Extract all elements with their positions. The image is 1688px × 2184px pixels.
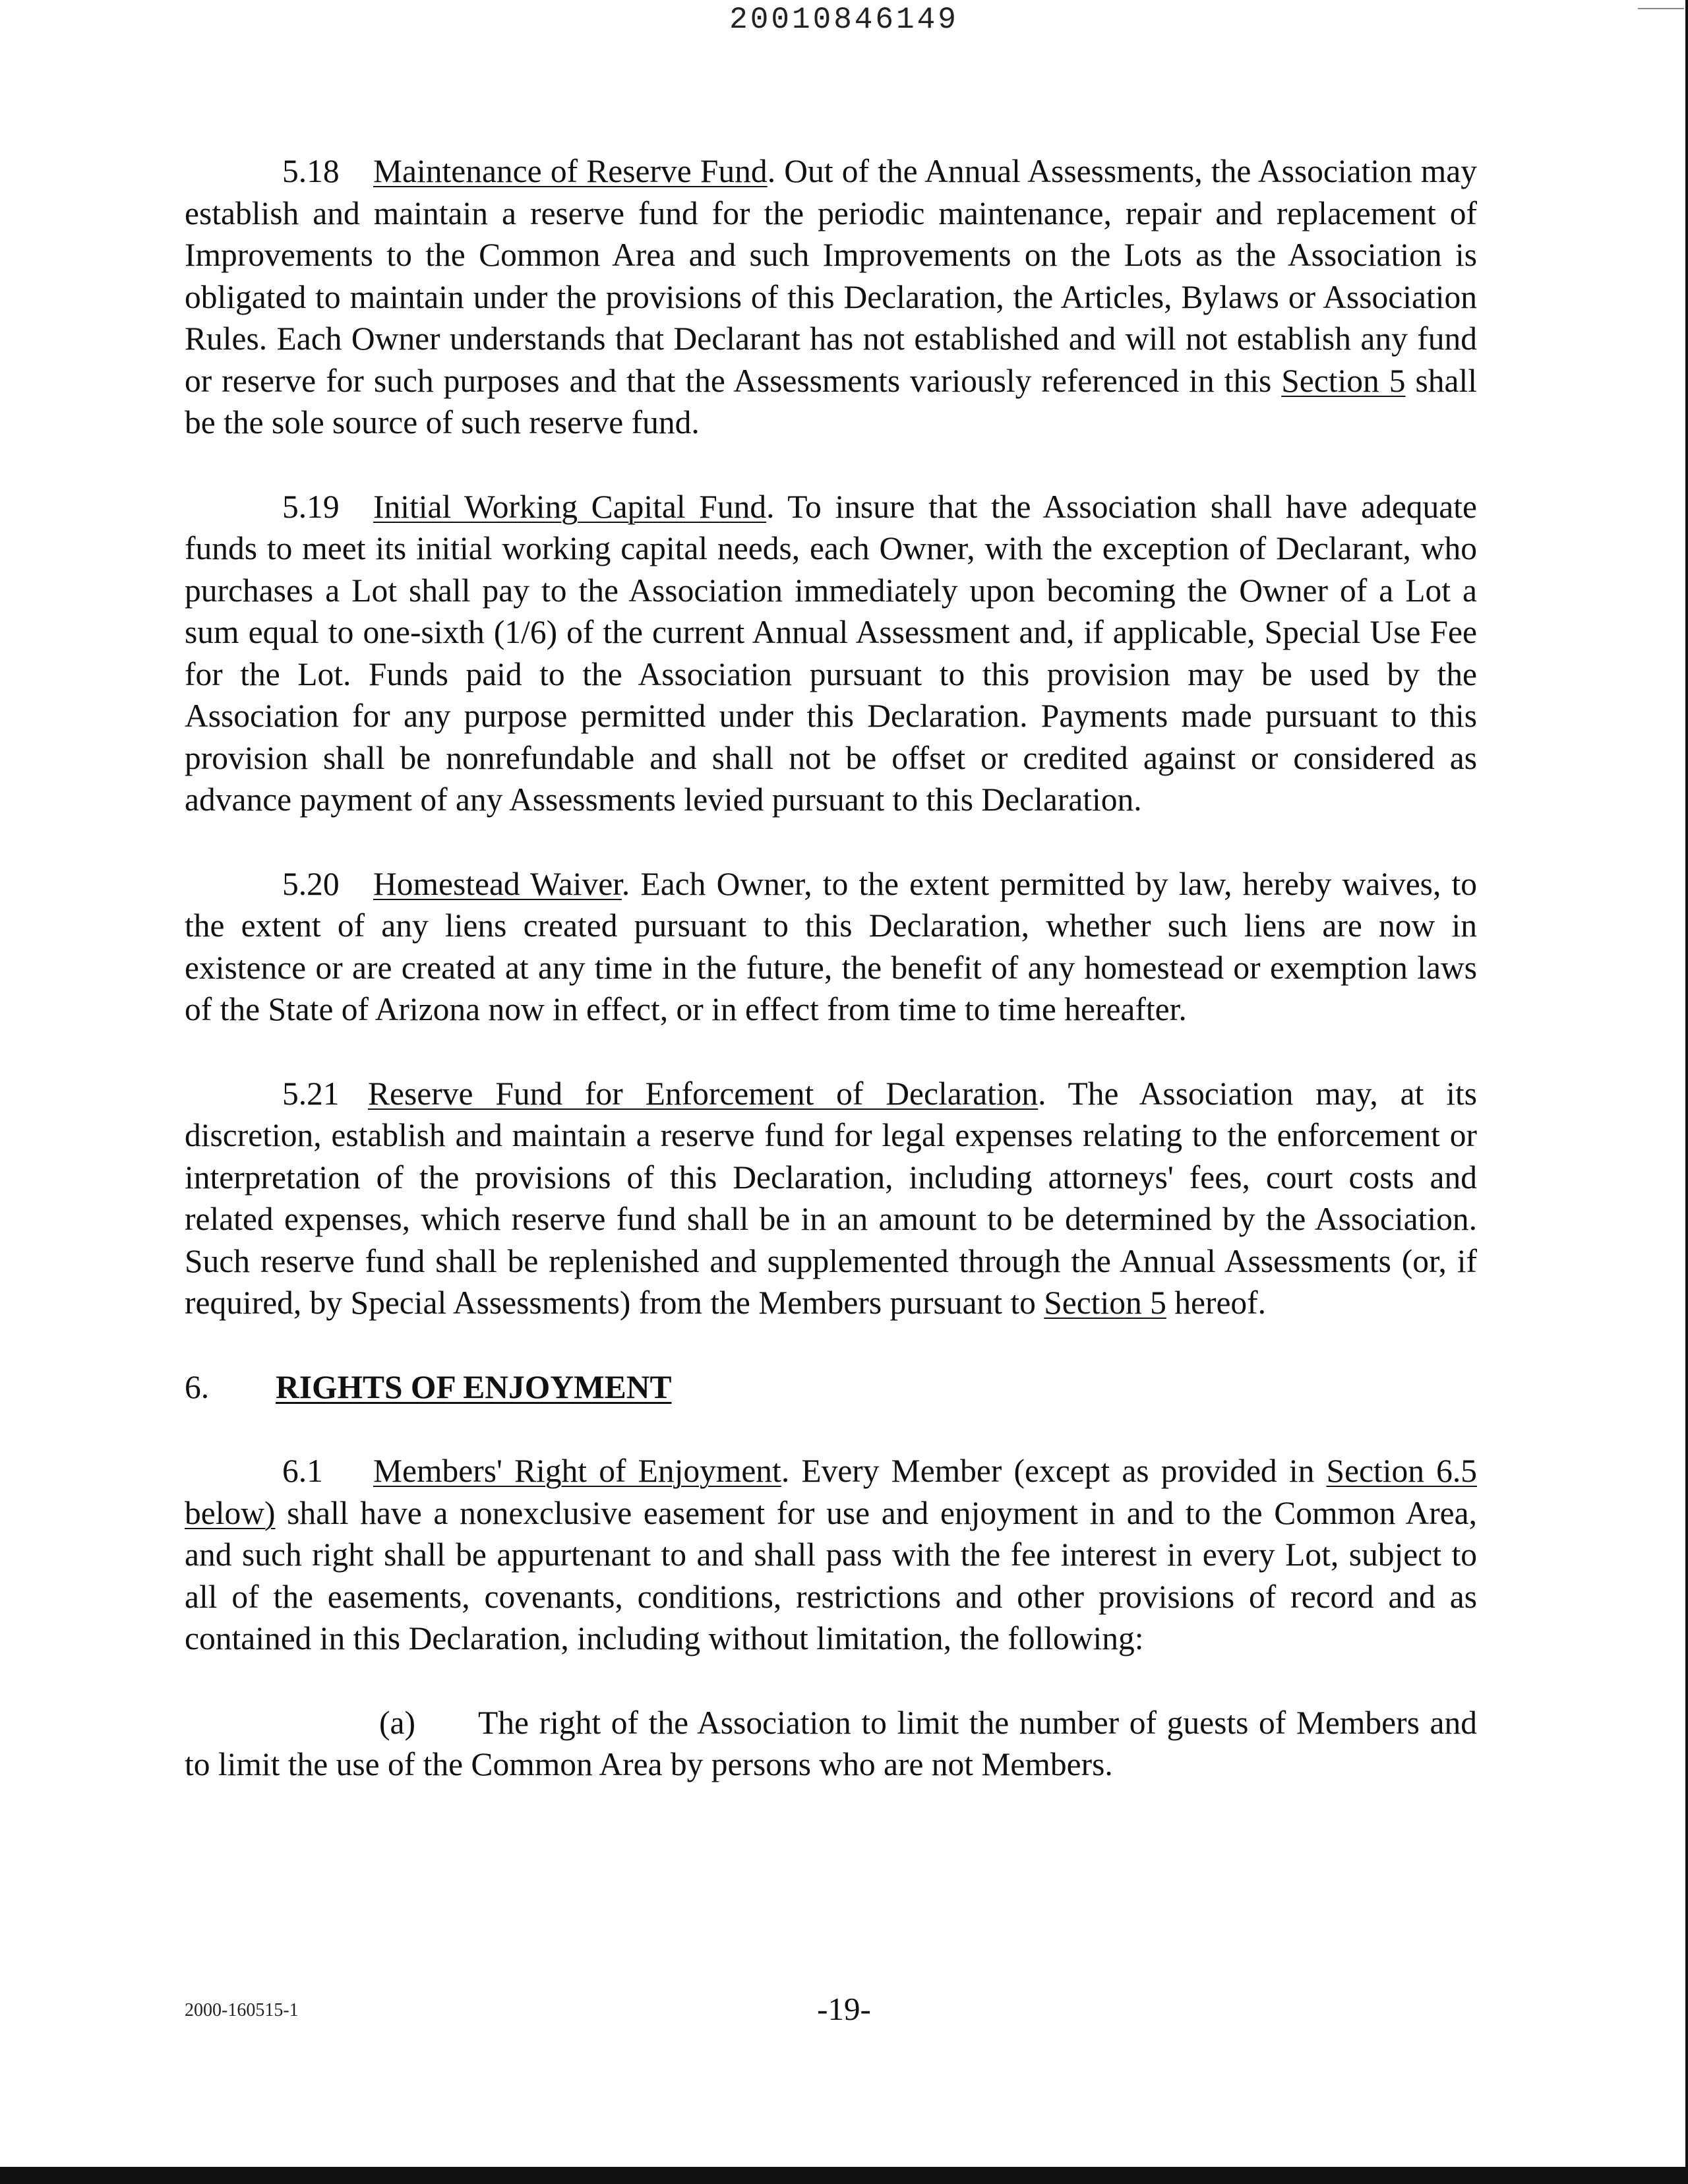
document-body bbox=[185, 150, 1477, 1786]
section-number: 5.21 bbox=[282, 1075, 340, 1112]
section-text: hereof. bbox=[1166, 1285, 1267, 1321]
section-6-heading bbox=[185, 1366, 1477, 1409]
footer-page-number: -19- bbox=[817, 1991, 871, 2027]
section-title: Initial Working Capital Fund bbox=[373, 488, 767, 525]
section-title: Members' Right of Enjoyment bbox=[373, 1453, 781, 1489]
subsection-text: The right of the Association to limit the number of guests of Members and to limit the use of the Common Area by persons who are not Members. bbox=[185, 1704, 1477, 1782]
section-text: . Out of the Annual Assessments, the Association may establish and maintain a reserve fund for the periodic maintenance, repair and replacement of Improvements to the Common Area and such Improvements on the Lots as the Association is obligated to maintain under the provisions of this Declaration, the Articles, Bylaws or Association Rules. Each Owner understands that Declarant has not established and will not establish any fund or reserve for such purposes and that the Assessments variously referenced in this bbox=[185, 153, 1477, 399]
section-text: . To insure that the Association shall have adequate funds to meet its initial working capital needs, each Owner, with the exception of Declarant, who purchases a Lot shall pay to the Association immediately upon becoming the Owner of a Lot a sum equal to one-sixth (1/6) of the current Annual Assessment and, if applicable, Special Use Fee for the Lot. Funds paid to the Association pursuant to this provision may be used by the Association for any purpose permitted under this Declaration. Payments made pursuant to this provision shall be nonrefundable and shall not be offset or credited against or considered as advance payment of any Assessments levied pursuant to this Declaration. bbox=[185, 488, 1477, 818]
scan-edge-bottom bbox=[0, 2167, 1688, 2184]
subsection-label: (a) bbox=[379, 1704, 415, 1741]
section-title: Homestead Waiver bbox=[373, 865, 622, 902]
section-number: 5.18 bbox=[282, 153, 340, 189]
section-number: 6.1 bbox=[282, 1453, 323, 1489]
section-text: . Each Owner, to the extent permitted by law, hereby waives, to the extent of any liens created pursuant to this Declaration, whether such liens are now in existence or are created at any time in the future, the benefit of any homestead or exemption laws of the State of Arizona now in effect, or in effect from time to time hereafter. bbox=[185, 865, 1477, 1027]
section-text: . The Association may, at its discretion, establish and maintain a reserve fund for legal expenses relating to the enforcement or interpretation of the provisions of this Declaration, including attorneys' fees, court costs and related expenses, which reserve fund shall be in an amount to be determined by the Association. Such reserve fund shall be replenished and supplemented through the Annual Assessments (or, if required, by Special Assessments) from the Members pursuant to bbox=[185, 1075, 1477, 1321]
section-reference-link: Section 5 bbox=[1281, 362, 1406, 399]
section-text: shall have a nonexclusive easement for use and enjoyment in and to the Common Area, and such right shall be appurtenant to and shall pass with the fee interest in every Lot, subject to all of the easements, covenants, conditions, restrictions and other provisions of record and as contained in this Declaration, including without limitation, the following: bbox=[185, 1494, 1477, 1656]
section-number: 5.19 bbox=[282, 488, 340, 525]
scan-number: 20010846149 bbox=[729, 3, 959, 37]
section-5-21 bbox=[185, 1073, 1477, 1324]
section-title: Maintenance of Reserve Fund bbox=[373, 153, 768, 189]
section-6-1-a bbox=[185, 1702, 1477, 1786]
scan-edge-right bbox=[1685, 0, 1688, 2184]
section-5-20 bbox=[185, 863, 1477, 1031]
section-5-18 bbox=[185, 150, 1477, 444]
section-reference-link: Section 5 bbox=[1044, 1285, 1166, 1321]
section-number: 5.20 bbox=[282, 865, 340, 902]
section-text: shall be the sole source of such reserve fund. bbox=[185, 362, 1477, 440]
section-text: . Every Member (except as provided in bbox=[781, 1453, 1327, 1489]
section-heading-title: RIGHTS OF ENJOYMENT bbox=[276, 1368, 672, 1405]
section-5-19 bbox=[185, 486, 1477, 821]
section-6-1 bbox=[185, 1450, 1477, 1660]
footer-document-id: 2000-160515-1 bbox=[185, 2000, 299, 2020]
section-number: 6. bbox=[185, 1368, 210, 1405]
section-title: Reserve Fund for Enforcement of Declaration bbox=[368, 1075, 1039, 1112]
section-reference-link: Section 6.5 below) bbox=[185, 1453, 1478, 1531]
